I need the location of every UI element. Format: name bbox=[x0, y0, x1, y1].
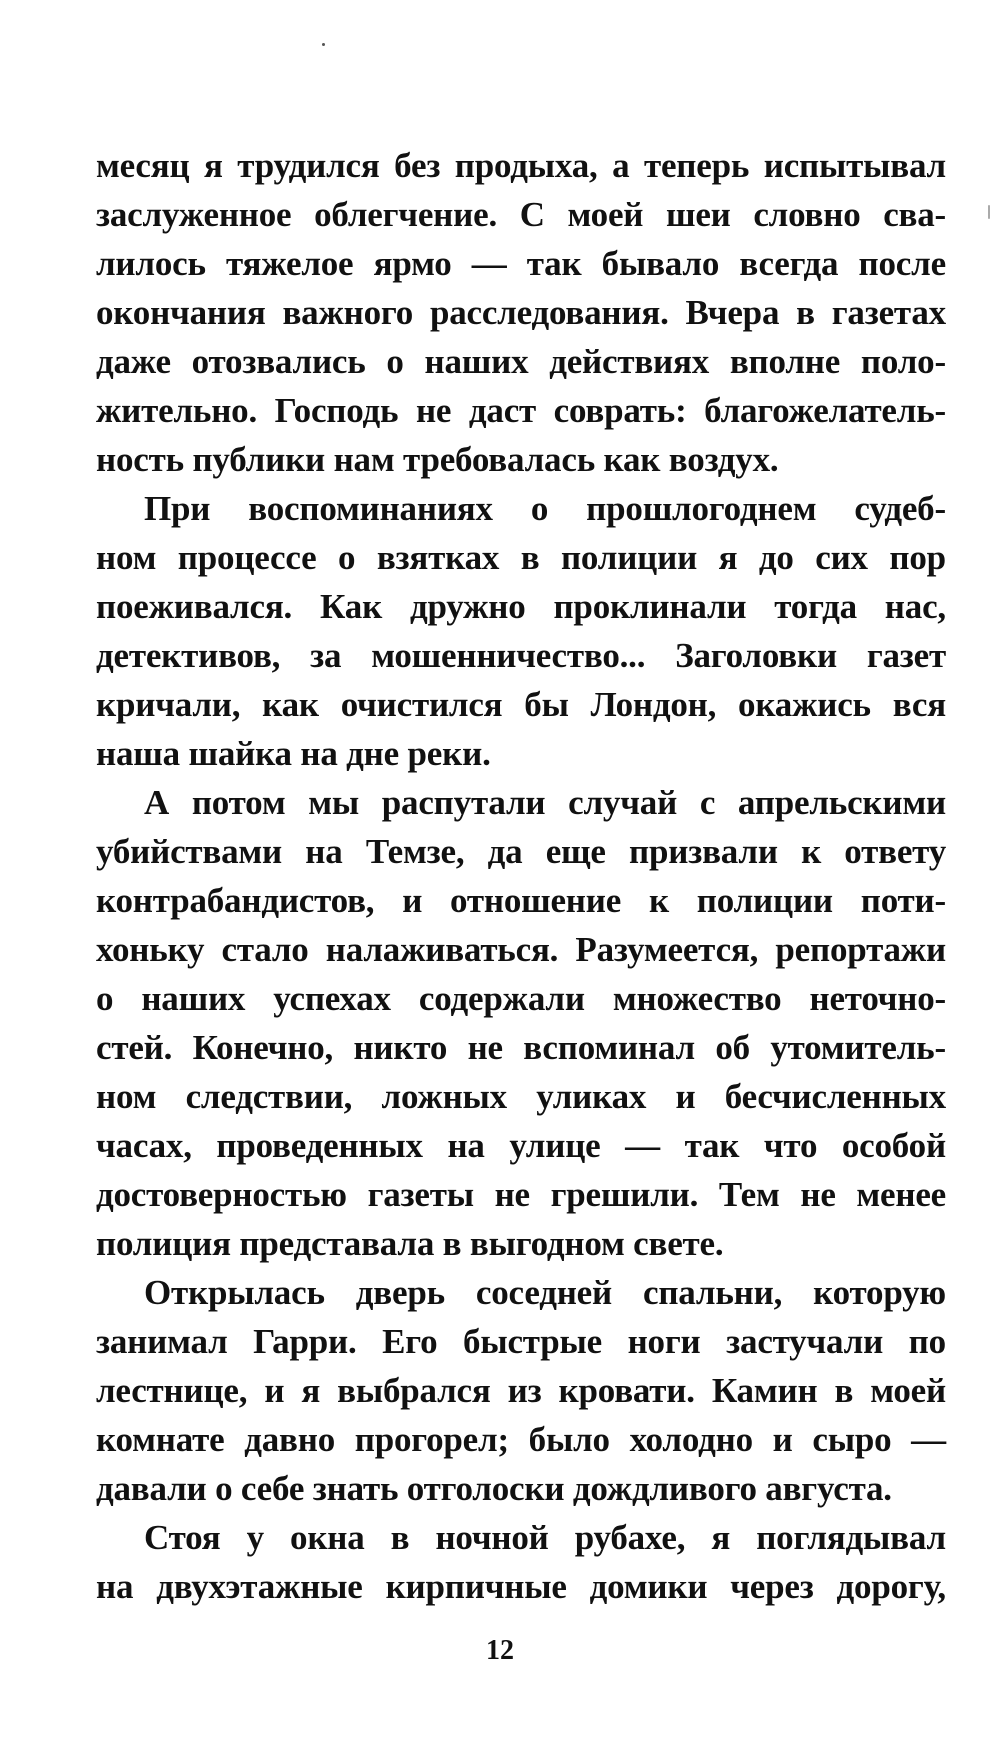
text-line: часах, проведенных на улице — так что особой bbox=[96, 1126, 946, 1165]
text-line: полиция представала в выгодном свете. bbox=[96, 1224, 724, 1263]
text-line: даже отозвались о наших действиях вполне поло- bbox=[96, 342, 946, 381]
text-line: жительно. Господь не даст соврать: благожелатель- bbox=[96, 391, 946, 430]
text-line: ном процессе о взятках в полиции я до сих пор bbox=[96, 538, 946, 577]
text-line: стей. Конечно, никто не вспоминал об утомитель- bbox=[96, 1028, 946, 1067]
text-line: занимал Гарри. Его быстрые ноги застучали по bbox=[96, 1322, 946, 1361]
text-line: Стоя у окна в ночной рубахе, я поглядывал bbox=[144, 1518, 946, 1557]
text-line: на двухэтажные кирпичные домики через дорогу, bbox=[96, 1567, 946, 1606]
body-text bbox=[96, 141, 946, 1611]
page-number: 12 bbox=[486, 1635, 514, 1666]
text-line: ном следствии, ложных уликах и бесчисленных bbox=[96, 1077, 946, 1116]
scan-speck bbox=[322, 43, 325, 46]
text-line: контрабандистов, и отношение к полиции поти- bbox=[96, 881, 946, 920]
scan-speck bbox=[988, 205, 990, 219]
text-line: комнате давно прогорел; было холодно и сыро — bbox=[96, 1420, 946, 1459]
text-line: А потом мы распутали случай с апрельскими bbox=[144, 783, 946, 822]
text-line: окончания важного расследования. Вчера в газетах bbox=[96, 293, 946, 332]
text-line: Открылась дверь соседней спальни, которую bbox=[144, 1273, 946, 1312]
text-line: достоверностью газеты не грешили. Тем не менее bbox=[96, 1175, 946, 1214]
text-line: заслуженное облегчение. С моей шеи словно сва- bbox=[96, 195, 946, 234]
text-line: лестнице, и я выбрался из кровати. Камин в моей bbox=[96, 1371, 946, 1410]
text-line: лилось тяжелое ярмо — так бывало всегда после bbox=[96, 244, 946, 283]
text-line: хоньку стало налаживаться. Разумеется, репортажи bbox=[96, 930, 946, 969]
text-line: убийствами на Темзе, да еще призвали к ответу bbox=[96, 832, 946, 871]
text-line: месяц я трудился без продыха, а теперь испытывал bbox=[96, 146, 946, 185]
text-line: наша шайка на дне реки. bbox=[96, 734, 491, 773]
text-line: При воспоминаниях о прошлогоднем судеб- bbox=[144, 489, 946, 528]
text-line: детективов, за мошенничество... Заголовки газет bbox=[96, 636, 946, 675]
text-line: давали о себе знать отголоски дождливого августа. bbox=[96, 1469, 892, 1508]
text-line: кричали, как очистился бы Лондон, окажись вся bbox=[96, 685, 946, 724]
text-line: ность публики нам требовалась как воздух. bbox=[96, 440, 779, 479]
text-line: о наших успехах содержали множество неточно- bbox=[96, 979, 946, 1018]
text-line: поеживался. Как дружно проклинали тогда нас, bbox=[96, 587, 946, 626]
